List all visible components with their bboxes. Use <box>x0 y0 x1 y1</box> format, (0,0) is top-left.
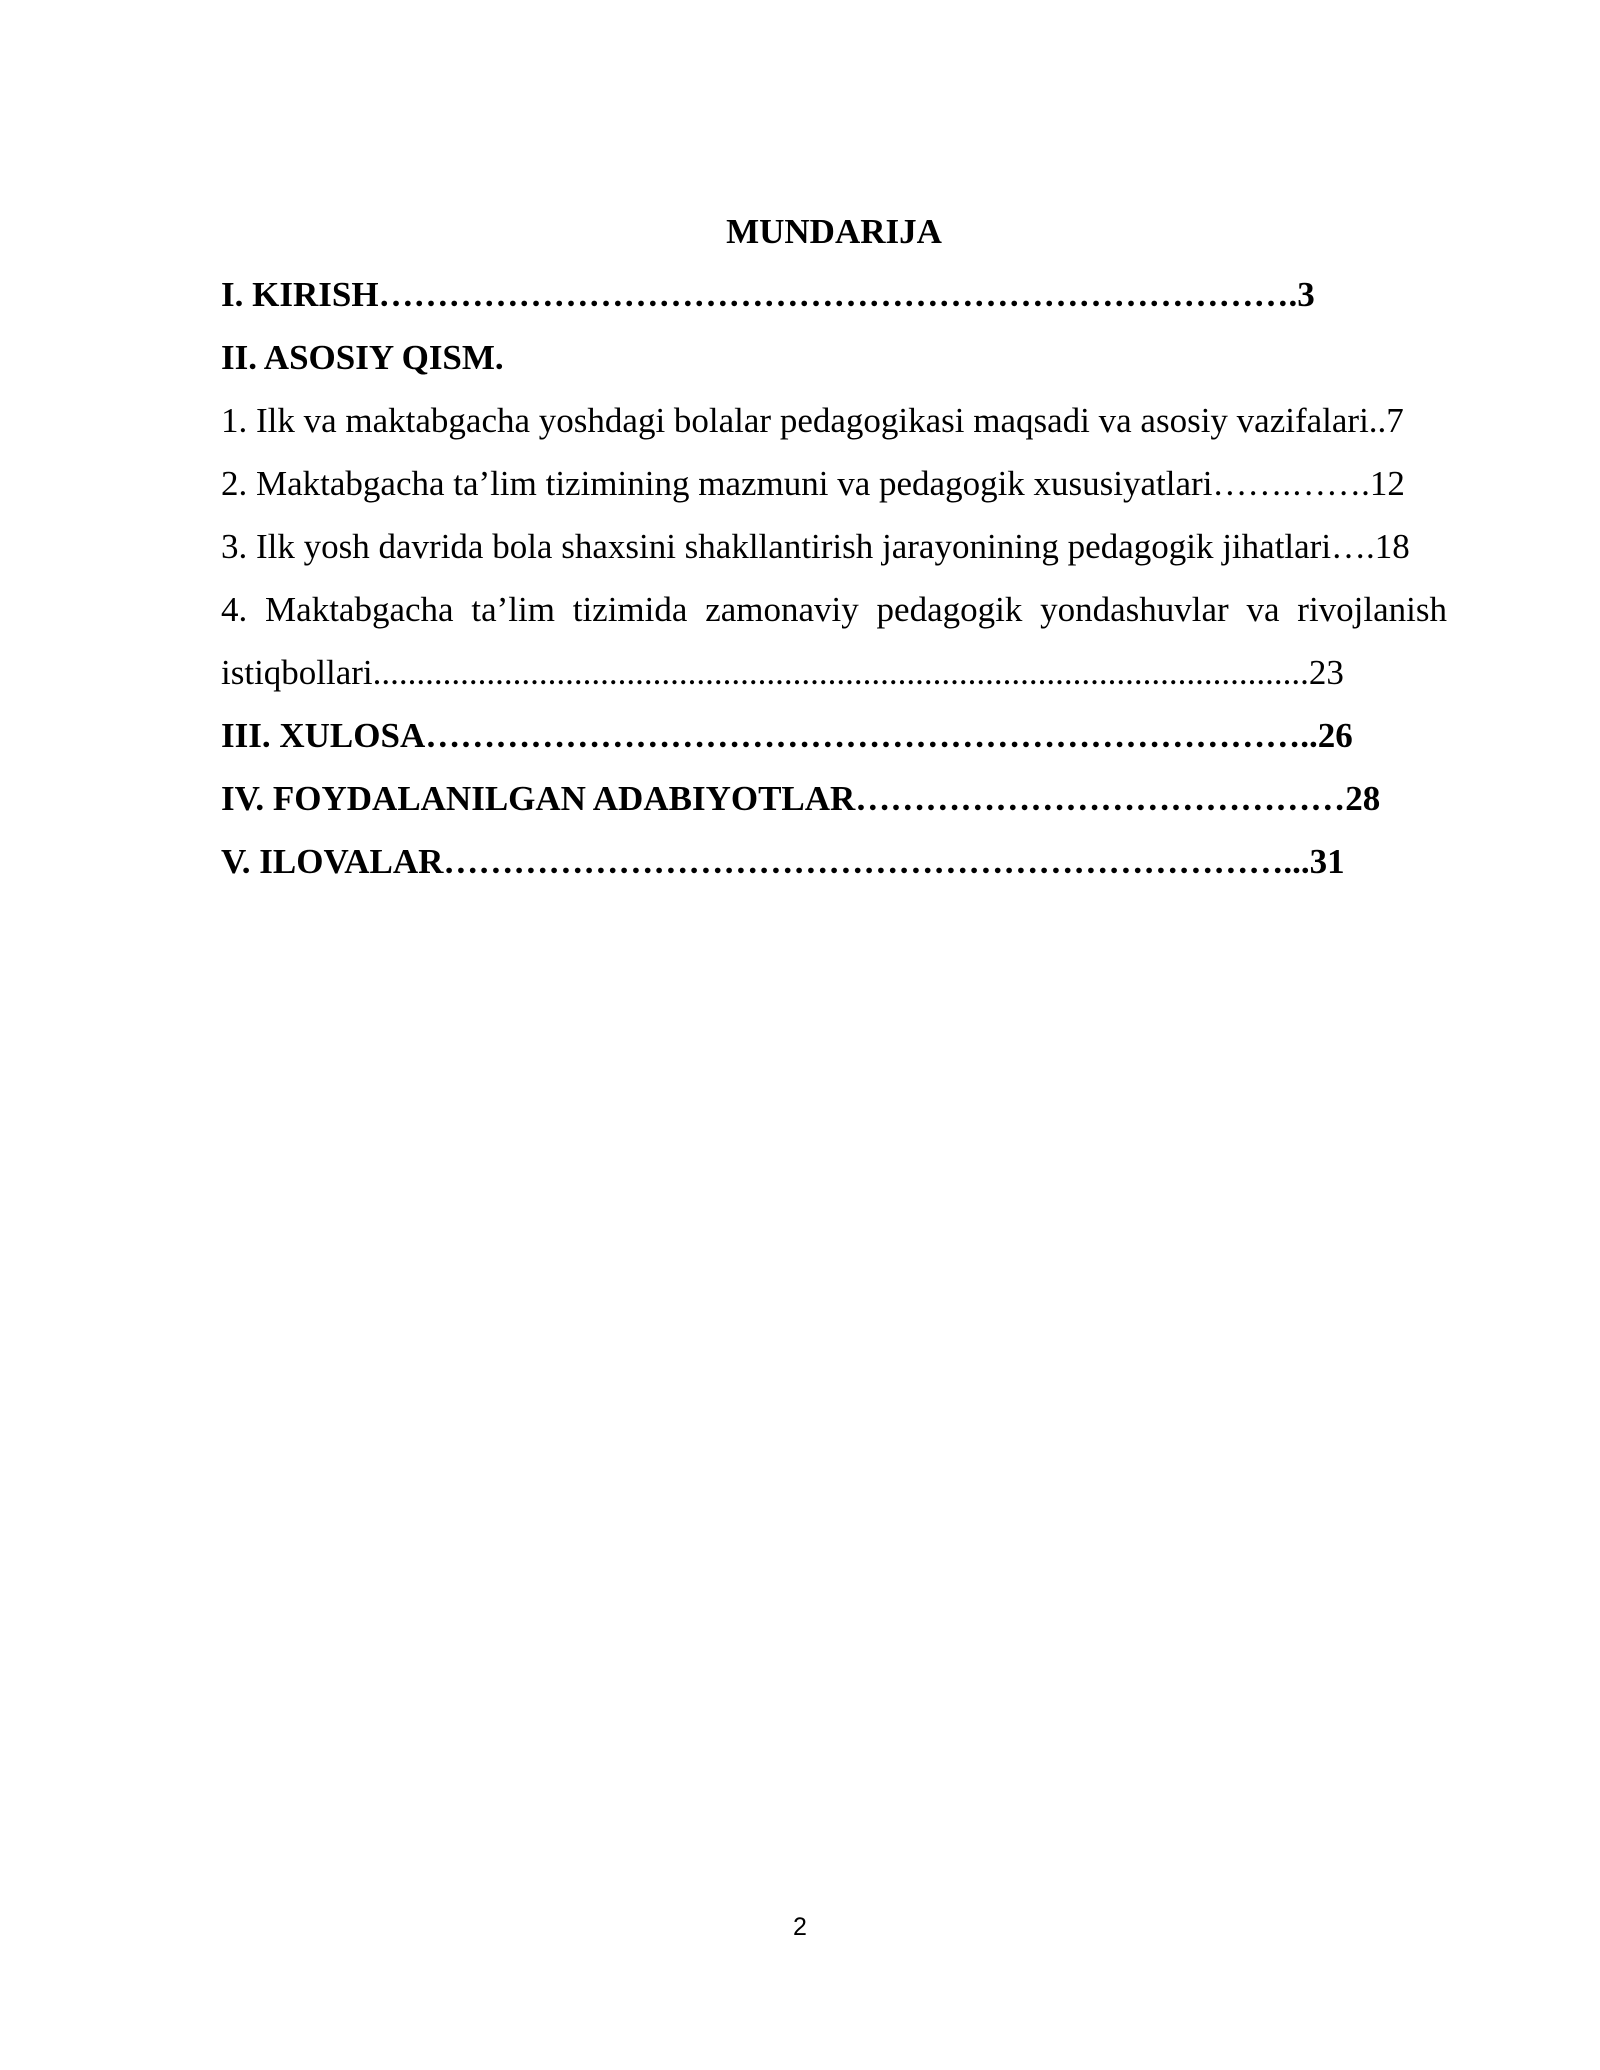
toc-entry-section-1: 1. Ilk va maktabgacha yoshdagi bolalar pedagogikasi maqsadi va asosiy vazifalari..7 <box>221 401 1404 440</box>
toc-entry-section-3: 3. Ilk yosh davrida bola shaxsini shakllantirish jarayonining pedagogik jihatlari….18 <box>221 527 1410 566</box>
toc-entry-adabiyotlar: IV. FOYDALANILGAN ADABIYOTLAR……………………………………28 <box>221 779 1381 818</box>
table-of-contents <box>221 200 1447 893</box>
toc-entry-section-4: 4. Maktabgacha ta’lim tizimida zamonaviy pedagogik yondashuvlar va rivojlanish istiqbollari...........................................................................................................23 <box>221 590 1447 692</box>
toc-title: MUNDARIJA <box>726 212 942 251</box>
toc-entry-asosiy-qism: II. ASOSIY QISM. <box>221 338 504 377</box>
toc-entry-section-2: 2. Maktabgacha ta’lim tizimining mazmuni va pedagogik xususiyatlari…….…….12 <box>221 464 1405 503</box>
page-number: 2 <box>793 1913 807 1941</box>
toc-entry-xulosa: III. XULOSA…………………………………………………………………..26 <box>221 716 1353 755</box>
toc-entry-kirish: I. KIRISH…………………………………………………………………….3 <box>221 275 1315 314</box>
toc-entry-ilovalar: V. ILOVALAR………………………………………………………………...31 <box>221 842 1345 881</box>
